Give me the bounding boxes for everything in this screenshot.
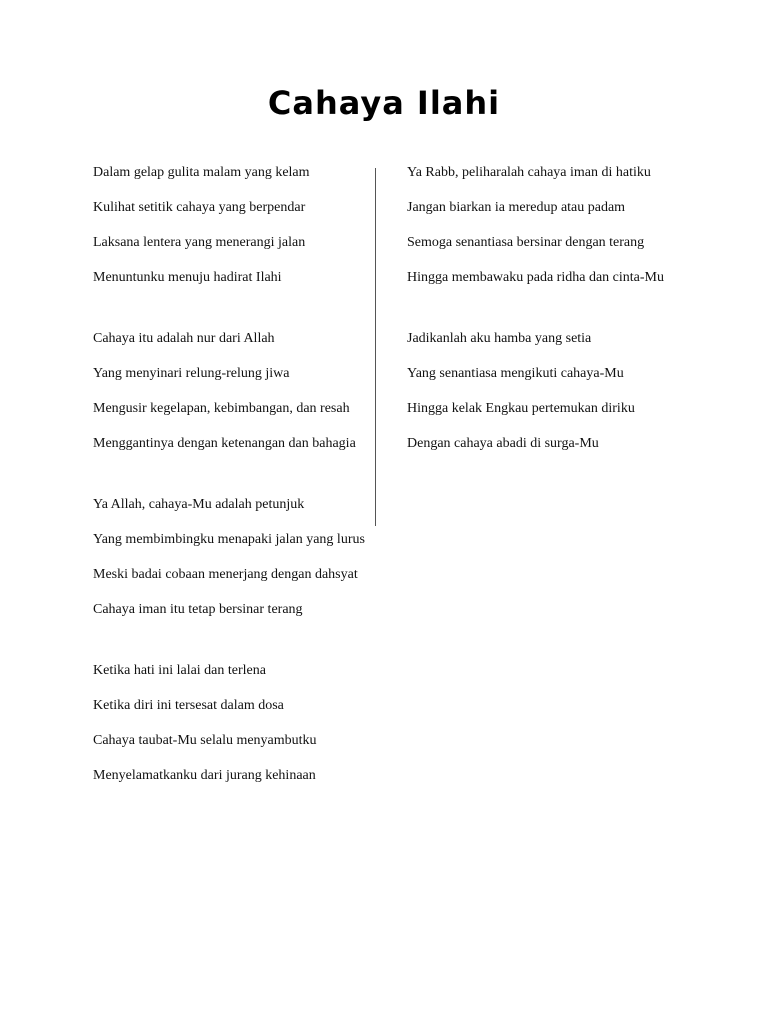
poem-line: Kulihat setitik cahaya yang berpendar	[93, 200, 306, 215]
poem-line: Jadikanlah aku hamba yang setia	[407, 331, 592, 346]
poem-line: Ya Allah, cahaya-Mu adalah petunjuk	[93, 497, 305, 512]
stanza	[93, 658, 365, 789]
poem-line: Dalam gelap gulita malam yang kelam	[93, 165, 310, 180]
poem-line: Menyelamatkanku dari jurang kehinaan	[93, 768, 316, 783]
left-column	[93, 160, 365, 824]
poem-line: Cahaya iman itu tetap bersinar terang	[93, 602, 303, 617]
poem-line: Yang membimbingku menapaki jalan yang lurus	[93, 532, 365, 547]
poem-line: Dengan cahaya abadi di surga-Mu	[407, 436, 599, 451]
poem-line: Yang menyinari relung-relung jiwa	[93, 366, 290, 381]
poem-line: Hingga kelak Engkau pertemukan diriku	[407, 401, 635, 416]
stanza	[407, 160, 679, 291]
poem-line: Ketika diri ini tersesat dalam dosa	[93, 698, 284, 713]
poem-line: Yang senantiasa mengikuti cahaya-Mu	[407, 366, 624, 381]
poem-line: Hingga membawaku pada ridha dan cinta-Mu	[407, 270, 664, 285]
poem-line: Ya Rabb, peliharalah cahaya iman di hatiku	[407, 165, 651, 180]
stanza	[93, 160, 365, 291]
poem-line: Meski badai cobaan menerjang dengan dahsyat	[93, 567, 358, 582]
poem-line: Cahaya taubat-Mu selalu menyambutku	[93, 733, 317, 748]
stanza	[93, 326, 365, 457]
poem-line: Jangan biarkan ia meredup atau padam	[407, 200, 626, 215]
stanza	[93, 492, 365, 623]
poem-line: Ketika hati ini lalai dan terlena	[93, 663, 266, 678]
poem-line: Menggantinya dengan ketenangan dan bahagia	[93, 436, 356, 451]
column-divider	[375, 168, 376, 526]
poem-title: Cahaya Ilahi	[267, 84, 501, 122]
poem-line: Menuntunku menuju hadirat Ilahi	[93, 270, 282, 285]
poem-line: Semoga senantiasa bersinar dengan terang	[407, 235, 645, 250]
poem-line: Cahaya itu adalah nur dari Allah	[93, 331, 275, 346]
right-column	[407, 160, 679, 492]
poem-line: Laksana lentera yang menerangi jalan	[93, 235, 306, 250]
stanza	[407, 326, 679, 457]
poem-line: Mengusir kegelapan, kebimbangan, dan resah	[93, 401, 350, 416]
